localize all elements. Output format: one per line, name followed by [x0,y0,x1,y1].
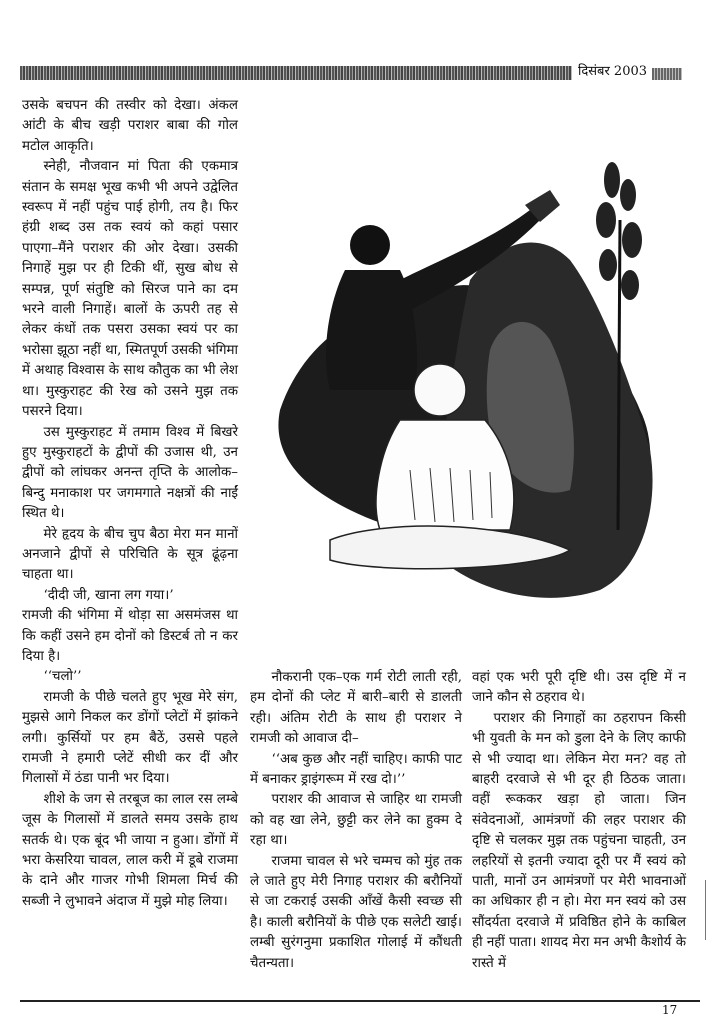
seated-figure-body [376,420,514,530]
standing-figure-head [350,225,390,265]
paragraph: पराशर की आवाज से जाहिर था रामजी को वह खा लेने, छुट्टी कर लेने का हुक्म दे रहा था। [250,792,462,849]
text-column-left [22,96,238,912]
paragraph: रामजी के पीछे चलते हुए भूख मेरे संग, मुझसे आगे निकल कर डोंगों प्लेटों में झांकने लगी। कुर्सियों पर हम बैठें, उससे पहले रामजी ने हमारी प्लेटें सीधी कर दीं और गिलासों में ठंडा पानी भर दिया। [22,689,238,787]
paragraph: ‘‘चलो’’ [43,669,82,685]
text-column-right [472,668,686,974]
footer-rule [20,1000,700,1002]
paragraph: नौकरानी एक–एक गर्म रोटी लाती रही, हम दोनों की प्लेट में बारी–बारी से डालती रही। अंतिम रोटी के साथ ही पराशर ने रामजी को आवाज दी– [250,670,462,747]
story-illustration [240,150,695,630]
paragraph: राजमा चावल से भरे चम्मच को मुंह तक ले जाते हुए मेरी निगाह पराशर की बरौनियों से जा टकराई उसकी आँखें कैसी स्वच्छ सी है। काली बरौनियों के पीछे एक सलेटी खाई। लम्बी सुरंगनुमा प्रकाशित गोलाई में कौंधती चैतन्यता। [250,853,462,971]
paragraph: उसके बचपन की तस्वीर को देखा। अंकल आंटी के बीच खड़ी पराशर बाबा की गोल मटोल आकृति। [22,98,238,154]
paragraph: पराशर की निगाहों का ठहरापन किसी भी युवती के मन को डुला देने के लिए काफी से भी ज्यादा था। लेकिन मेरा मन? वह तो बाहरी दरवाजे से भी दूर ही ठिठक जाता। वहीं रूककर खड़ा हो जाता। जिन संवेदनाओं, आमंत्रणों की लहर पराशर की दृष्टि से चलकर मुझ तक पहुंचना चाहती, उन लहरियों से इतनी ज्यादा दूरी पर मैं स्वयं को पाती, मानों उन आमंत्रणों पर मेरी भावनाओं का अधिकार ही न हो। मेरा मन स्वयं को उस सौंदर्यता दरवाजे में प्रविष्ठित होने के काबिल ही नहीं पाता। शायद मेरा मन अभी कैशोर्य के रास्ते में [472,710,686,971]
paragraph: स्नेही, नौजवान मां पिता की एकमात्र संतान के समक्ष भूख कभी भी अपने उद्वेलित स्वरूप में नहीं पहुंच पाई होगी, तय है। फिर हंग्री शब्द उस तक स्वयं को कहां पसार पाएगा–मैंने पराशर की ओर देखा। उसकी निगाहें मुझ पर ही टिकी थीं, सुख बोध से सम्पन्न, पूर्ण संतुष्टि को सिरज पाने का दम भरने वाली निगाहें। बालों के ऊपरी तह से लेकर कंधों तक पसरा उसका स्वयं पर का भरोसा झूठा नहीं था, स्मितपूर्ण उसकी भंगिमा में अथाह विश्वास के साथ कौतुक का भी लेश था। मुस्कुराहट की रेख को उसने मुझ तक पसरने दिया। [22,159,238,420]
paragraph: वहां एक भरी पूरी दृष्टि थी। उस दृष्टि में न जाने कौन से ठहराव थे। [472,670,686,706]
text-column-middle [250,668,462,974]
header-rule [20,66,572,80]
paragraph: ‘‘अब कुछ और नहीं चाहिए। काफी पाट में बनाकर ड्राइंगरूम में रख दो।’’ [250,751,462,788]
page-number: 17 [662,1003,678,1017]
paragraph: रामजी की भंगिमा में थोड़ा सा असमंजस था कि कहीं उसने हम दोनों को डिस्टर्ब तो न कर दिया है। [22,608,238,664]
paragraph: मेरे हृदय के बीच चुप बैठा मेरा मन मानों अनजाने द्वीपों से परिचिति के सूत्र ढूंढ़ना चाहता था। [22,526,238,583]
margin-rule [705,880,706,940]
issue-date: दिसंबर 2003 [578,64,648,79]
paragraph: ‘दीदी जी, खाना लग गया।’ [43,587,174,603]
tree-trunk [618,220,620,530]
header-rule-end [652,68,682,80]
paragraph: शीशे के जग से तरबूज का लाल रस लम्बे जूस के गिलासों में डालते समय उसके हाथ सतर्क थे। एक बूंद भी जाया न हुआ। डोंगों में भरा केसरिया चावल, लाल करी में डूबे राजमा के दाने और गाजर गोभी शिमला मिर्च की सब्जी ने लुभावने अंदाज में मुझे मोह लिया। [22,791,238,909]
paragraph: उस मुस्कुराहट में तमाम विश्व में बिखरे हुए मुस्कुराहटों के द्वीपों की उजास थी, उन द्वीपों को लांघकर अनन्त तृप्ति के आलोक–बिन्दु मनाकाश पर जगमगाते नक्षत्रों की नाईं स्थित थे। [22,424,238,522]
seated-figure-head [414,364,466,416]
